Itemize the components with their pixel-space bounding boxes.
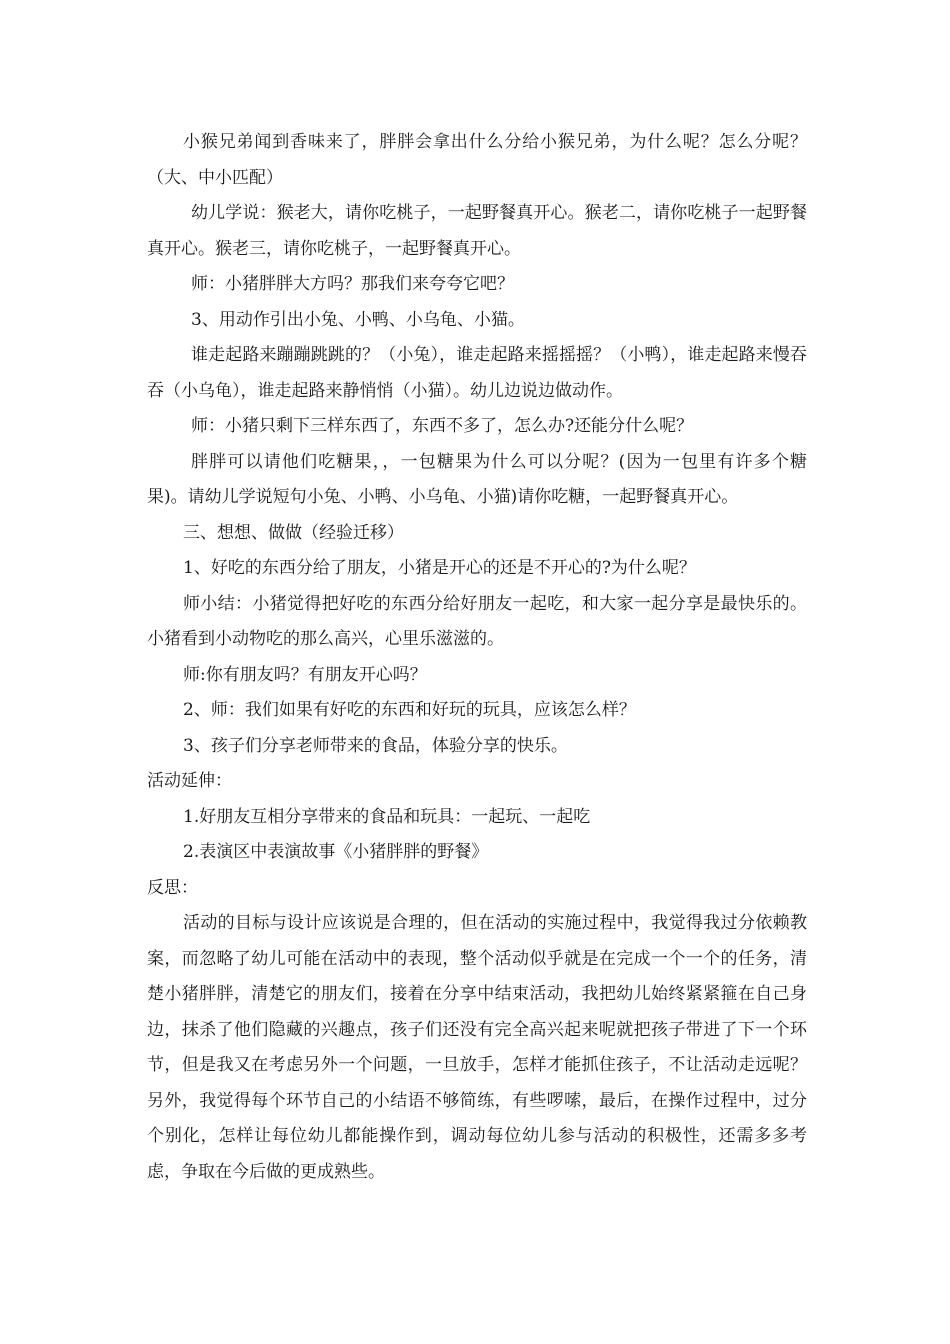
paragraph-11: 师:你有朋友吗？有朋友开心吗？	[183, 664, 427, 685]
extension-item-1: 1.好朋友互相分享带来的食品和玩具：一起玩、一起吃	[183, 806, 591, 827]
document-body	[147, 125, 807, 1190]
extension-item-2: 2.表演区中表演故事《小猪胖胖的野餐》	[183, 842, 489, 862]
paragraph-9: 1、好吃的东西分给了朋友，小猪是开心的还是不开心的?为什么呢？	[183, 558, 696, 578]
paragraph-4: 3、用动作引出小兔、小鸭、小乌龟、小猫。	[191, 309, 525, 330]
reflection-paragraph: 活动的目标与设计应该说是合理的，但在活动的实施过程中，我觉得我过分依赖教案，而忽略了幼儿可能在活动中的表现，整个活动似乎就是在完成一个一个的任务，清楚小猪胖胖，清楚它的朋友们，接着在分享中结束活动，我把幼儿始终紧紧箍在自己身边，抹杀了他们隐藏的兴趣点，孩子们还没有完全高兴起来呢就把孩子带进了下一个环节，但是我又在考虑另外一个问题，一旦放手，怎样才能抓住孩子，不让活动走远呢？另外，我觉得每个环节自己的小结语不够简练，有些啰嗦，最后，在操作过程中，过分个别化，怎样让每位幼儿都能操作到，调动每位幼儿参与活动的积极性，还需多多考虑，争取在今后做的更成熟些。	[147, 913, 807, 1182]
paragraph-10: 师小结：小猪觉得把好吃的东西分给好朋友一起吃，和大家一起分享是最快乐的。小猪看到小动物吃的那么高兴，心里乐滋滋的。	[147, 593, 807, 649]
paragraph-3: 师：小猪胖胖大方吗？那我们来夸夸它吧？	[191, 274, 514, 294]
paragraph-6: 师：小猪只剩下三样东西了，东西不多了，怎么办?还能分什么呢？	[191, 416, 694, 436]
reflection-heading: 反思：	[147, 877, 198, 898]
paragraph-7: 胖胖可以请他们吃糖果，，一包糖果为什么可以分呢？(因为一包里有许多个糖果)。请幼儿学说短句小兔、小鸭、小乌龟、小猫)请你吃糖，一起野餐真开心。	[147, 451, 807, 507]
paragraph-13: 3、孩子们分享老师带来的食品，体验分享的快乐。	[183, 735, 568, 756]
paragraph-1: 小猴兄弟闻到香味来了，胖胖会拿出什么分给小猴兄弟，为什么呢？怎么分呢？（大、中小匹配）	[147, 132, 807, 188]
paragraph-5: 谁走起路来蹦蹦跳跳的？（小兔），谁走起路来摇摇摇？（小鸭），谁走起路来慢吞吞（小乌龟），谁走起路来静悄悄（小猫）。幼儿边说边做动作。	[147, 345, 807, 401]
section-heading-3: 三、想想、做做（经验迁移）	[183, 522, 404, 543]
paragraph-2: 幼儿学说：猴老大，请你吃桃子，一起野餐真开心。猴老二，请你吃桃子一起野餐真开心。猴老三，请你吃桃子，一起野餐真开心。	[147, 203, 807, 259]
paragraph-12: 2、师：我们如果有好吃的东西和好玩的玩具，应该怎么样？	[183, 700, 636, 720]
extension-heading: 活动延伸：	[147, 771, 232, 791]
